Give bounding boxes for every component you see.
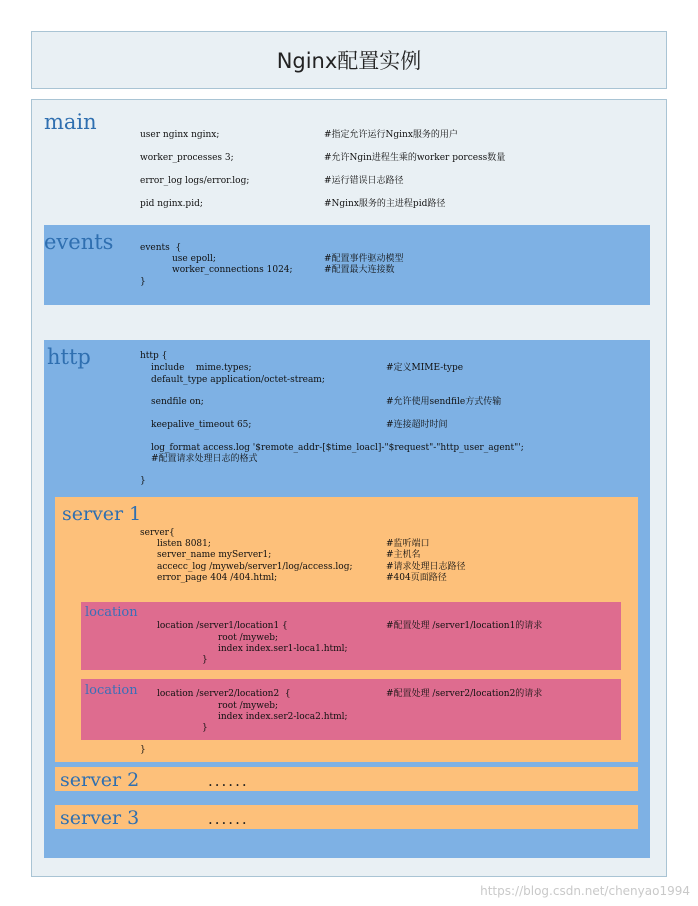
server2-label: server 2 — [60, 769, 140, 791]
main-label: main — [44, 110, 97, 134]
server1-close: } — [140, 745, 146, 755]
location1-comment: #配置处理 /server1/location1的请求 — [386, 621, 543, 631]
main-line-comment: #Nginx服务的主进程pid路径 — [324, 199, 446, 209]
events-open: events { — [140, 243, 182, 253]
main-line-comment: #运行错误日志路径 — [324, 176, 404, 186]
location2-comment: #配置处理 /server2/location2的请求 — [386, 689, 543, 699]
location1-label: location — [85, 605, 138, 620]
location1-index: index index.ser1-loca1.html; — [218, 644, 348, 654]
server1-line-comment: #监听端口 — [386, 539, 430, 549]
main-line-code: user nginx nginx; — [140, 130, 220, 140]
server1-line-code: error_page 404 /404.html; — [157, 573, 278, 583]
location2-label: location — [85, 683, 138, 698]
server1-line-comment: #主机名 — [386, 550, 421, 560]
location2-close: } — [202, 723, 208, 733]
location2-open: location /server2/location2 { — [157, 689, 291, 699]
server3-block — [55, 805, 638, 829]
server3-label: server 3 — [60, 807, 140, 829]
server1-line-code: server_name myServer1; — [157, 550, 272, 560]
http-sendfile-code: sendfile on; — [151, 397, 204, 407]
http-open: http { — [140, 351, 168, 361]
server1-label: server 1 — [62, 503, 142, 525]
location1-open: location /server1/location1 { — [157, 621, 288, 631]
location2-index: index index.ser2-loca2.html; — [218, 712, 348, 722]
server1-open: server{ — [140, 528, 175, 538]
main-line-code: error_log logs/error.log; — [140, 176, 250, 186]
http-keepalive-code: keepalive_timeout 65; — [151, 420, 252, 430]
server1-line-code: listen 8081; — [157, 539, 211, 549]
server2-block — [55, 767, 638, 791]
server1-line-comment: #请求处理日志路径 — [386, 562, 466, 572]
location1-root: root /myweb; — [218, 633, 279, 643]
events-close: } — [140, 277, 146, 287]
diagram-title: Nginx配置实例 — [276, 49, 422, 73]
watermark: https://blog.csdn.net/chenyao1994 — [480, 884, 690, 898]
http-keepalive-comment: #连接超时时间 — [386, 420, 448, 430]
http-include-comment: #定义MIME-type — [386, 363, 464, 373]
http-close: } — [140, 476, 146, 486]
location1-block — [81, 602, 621, 670]
main-line-comment: #允许Ngin进程生乘的worker porcess数量 — [324, 153, 506, 163]
http-label: http — [47, 345, 91, 369]
http-log-format: log_format access.log '$remote_addr-[$time_loacl]-"$request"-"http_user_agent"'; — [151, 443, 524, 453]
events-line-code: worker_connections 1024; — [172, 265, 293, 275]
server3-ellipsis: ...... — [208, 810, 249, 828]
http-include-code: include mime.types; — [151, 363, 252, 373]
location2-root: root /myweb; — [218, 701, 279, 711]
main-line-code: worker_processes 3; — [140, 153, 234, 163]
events-line-comment: #配置事件驱动模型 — [324, 254, 404, 264]
http-sendfile-comment: #允许使用sendfile方式传输 — [386, 397, 502, 407]
events-line-comment: #配置最大连接数 — [324, 265, 395, 275]
server2-ellipsis: ...... — [208, 772, 249, 790]
events-line-code: use epoll; — [172, 254, 216, 264]
location1-close: } — [202, 655, 208, 665]
http-log-comment: #配置请求处理日志的格式 — [151, 454, 258, 464]
server1-line-comment: #404页面路径 — [386, 573, 447, 583]
diagram-title-box — [31, 31, 667, 89]
main-line-code: pid nginx.pid; — [140, 199, 203, 209]
events-label: events — [44, 230, 114, 254]
server1-line-code: accecc_log /myweb/server1/log/access.log; — [157, 562, 353, 572]
http-default-type: default_type application/octet-stream; — [151, 375, 325, 385]
main-line-comment: #指定允许运行Nginx服务的用户 — [324, 130, 458, 140]
